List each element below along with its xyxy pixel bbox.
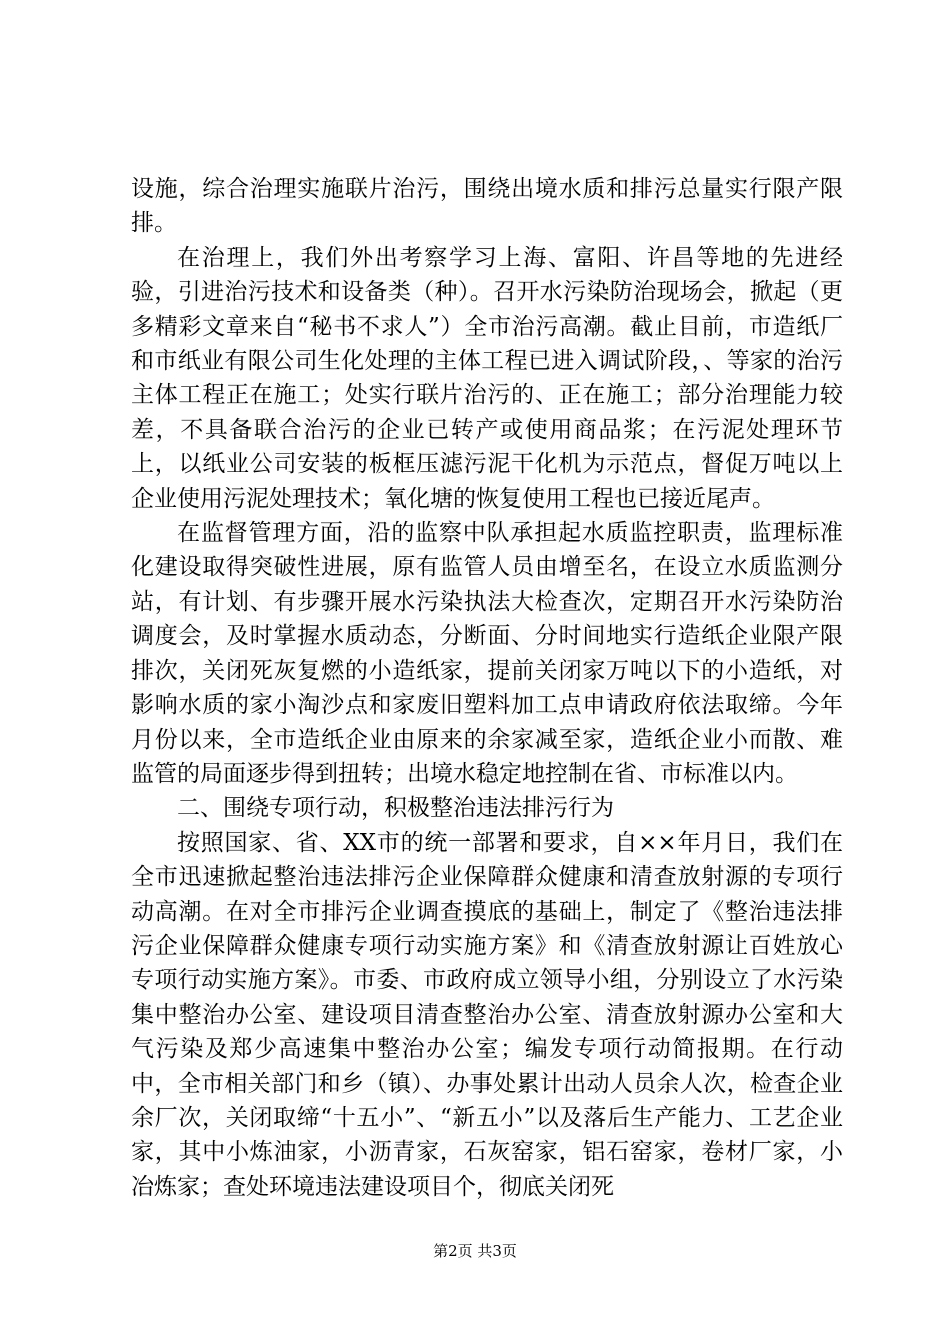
paragraph-continuation: 设施，综合治理实施联片治污，围绕出境水质和排污总量实行限产限排。	[131, 176, 843, 237]
paragraph-governance: 在治理上，我们外出考察学习上海、富阳、许昌等地的先进经验，引进治污技术和设备类（种）。召开水污染防治现场会，掀起（更多精彩文章来自“秘书不求人”）全市治污高潮。截止目前，市造纸厂和市纸业有限公司生化处理的主体工程已进入调试阶段，、等家的治污主体工程正在施工；处实行联片治污的、正在施工；部分治理能力较差，不具备联合治污的企业已转产或使用商品浆；在污泥处理环节上，以纸业公司安装的板框压滤污泥干化机为示范点，督促万吨以上企业使用污泥处理技术；氧化塘的恢复使用工程也已接近尾声。	[131, 244, 843, 512]
page-footer: 第2页 共3页	[433, 1242, 517, 1260]
section-heading: 二、围绕专项行动，积极整治违法排污行为	[177, 795, 614, 822]
body-text	[131, 172, 843, 1204]
paragraph-special-action: 按照国家、省、XX市的统一部署和要求，自××年月日，我们在全市迅速掀起整治违法排污企业保障群众健康和清查放射源的专项行动高潮。在对全市排污企业调查摸底的基础上，制定了《整治违法排污企业保障群众健康专项行动实施方案》和《清查放射源让百姓放心专项行动实施方案》。市委、市政府成立领导小组，分别设立了水污染集中整治办公室、建设项目清查整治办公室、清查放射源办公室和大气污染及郑少高速集中整治办公室；编发专项行动简报期。在行动中，全市相关部门和乡（镇）、办事处累计出动人员余人次，检查企业余厂次，关闭取缔“十五小”、“新五小”以及落后生产能力、工艺企业家，其中小炼油家，小沥青家，石灰窑家，铝石窑家，卷材厂家，小冶炼家；查处环境违法建设项目个，彻底关闭死	[131, 829, 843, 1200]
paragraph-supervision: 在监督管理方面，沿的监察中队承担起水质监控职责，监理标准化建设取得突破性进展，原有监管人员由增至名，在设立水质监测分站，有计划、有步骤开展水污染执法大检查次，定期召开水污染防治调度会，及时掌握水质动态，分断面、分时间地实行造纸企业限产限排次，关闭死灰复燃的小造纸家，提前关闭家万吨以下的小造纸，对影响水质的家小淘沙点和家废旧塑料加工点申请政府依法取缔。今年月份以来，全市造纸企业由原来的余家减至家，造纸企业小而散、难监管的局面逐步得到扭转；出境水稳定地控制在省、市标准以内。	[131, 520, 843, 787]
